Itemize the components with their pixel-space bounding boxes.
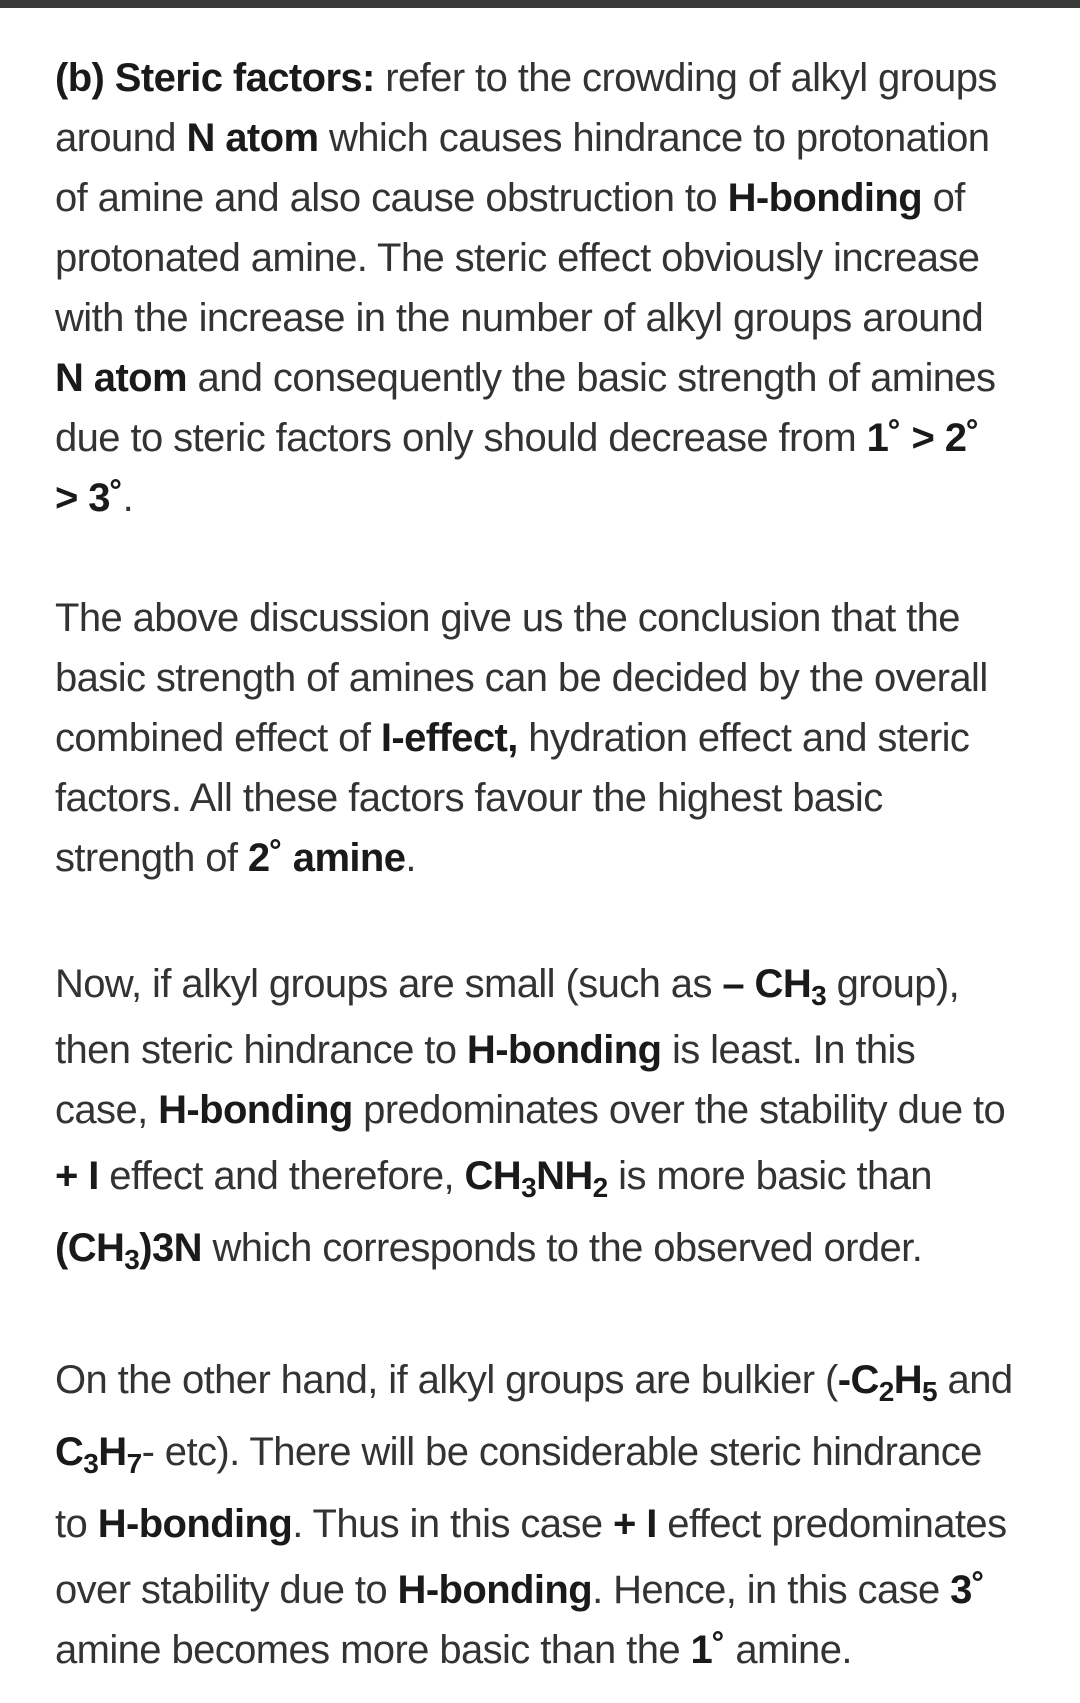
bold-formula: – $CH_3$ — [722, 962, 827, 1011]
bold-term: H-bonding — [158, 1088, 353, 1132]
text: with the increase in the number of alkyl groups around — [55, 296, 984, 340]
text: effect and therefore, — [98, 1154, 465, 1198]
bold-formula: $CH_3NH_2$ — [464, 1154, 608, 1203]
bold-term: H-bonding — [97, 1502, 293, 1546]
text: combined effect of — [55, 716, 381, 760]
text: case, — [55, 1088, 159, 1132]
text: On the other hand, if alkyl groups are bulkier ( — [55, 1358, 838, 1402]
text: predominates over the stability due to — [352, 1088, 1006, 1132]
bold-term: + I — [55, 1154, 99, 1198]
paragraph-conclusion — [55, 588, 1045, 888]
bold-term: I-effect, — [380, 716, 518, 760]
bold-term: 1˚ — [690, 1628, 725, 1672]
text: . — [405, 836, 416, 880]
bold-formula: $-C_2H_5$ — [837, 1358, 938, 1407]
bold-formula: $(CH_3)3N$ — [55, 1226, 202, 1275]
text: of amine and also cause obstruction to — [55, 176, 728, 220]
text: amine. — [724, 1628, 852, 1672]
bold-term: N atom — [186, 116, 319, 160]
text: due to steric factors only should decrease from — [55, 416, 867, 460]
text: and — [937, 1358, 1013, 1402]
bold-term: N atom — [55, 356, 187, 400]
text: effect predominates — [656, 1502, 1007, 1546]
text: of — [922, 176, 965, 220]
text: . Thus in this case — [292, 1502, 613, 1546]
text: . — [122, 476, 134, 520]
bold-term: + I — [612, 1502, 657, 1546]
text: to — [55, 1502, 98, 1546]
text: strength of — [55, 836, 248, 880]
text: factors. All these factors favour the highest basic — [55, 776, 883, 820]
text: hydration effect and steric — [517, 716, 970, 760]
text: Now, if alkyl groups are small (such as — [55, 962, 723, 1006]
text: around — [55, 116, 187, 160]
text: which corresponds to the observed order. — [201, 1226, 923, 1270]
bold-term: 3˚ — [950, 1568, 985, 1612]
bold-term: H-bonding — [397, 1568, 593, 1612]
top-status-bar — [0, 0, 1080, 8]
text: refer to the crowding of alkyl groups — [374, 56, 997, 100]
text: The above discussion give us the conclusion that the — [55, 596, 960, 640]
paragraph-small-alkyl — [55, 948, 1045, 1284]
text: and consequently the basic strength of amines — [186, 356, 996, 400]
text: amine becomes more basic than the — [55, 1628, 691, 1672]
text: which causes hindrance to protonation — [318, 116, 990, 160]
text: basic strength of amines can be decided by the overall — [55, 656, 988, 700]
heading-steric-factors: (b) Steric factors: — [55, 56, 375, 100]
text: . Hence, in this case — [592, 1568, 951, 1612]
bold-term: H-bonding — [727, 176, 923, 220]
bold-term: H-bonding — [466, 1028, 662, 1072]
text: group), — [826, 962, 960, 1006]
text: is least. In this — [661, 1028, 916, 1072]
bold-term: > 3˚ — [55, 476, 123, 520]
document-body — [55, 48, 1045, 1680]
bold-formula: $C_3H_7$ — [55, 1430, 142, 1479]
paragraph-steric-factors — [55, 48, 1045, 528]
text: then steric hindrance to — [55, 1028, 467, 1072]
text: over stability due to — [55, 1568, 398, 1612]
paragraph-bulky-alkyl — [55, 1344, 1045, 1680]
bold-term: 1˚ > 2˚ — [866, 416, 980, 460]
bold-term: 2˚ amine — [247, 836, 406, 880]
text: is more basic than — [607, 1154, 932, 1198]
text: - etc). There will be considerable steric hindrance — [141, 1430, 982, 1474]
text: protonated amine. The steric effect obviously increase — [55, 236, 980, 280]
